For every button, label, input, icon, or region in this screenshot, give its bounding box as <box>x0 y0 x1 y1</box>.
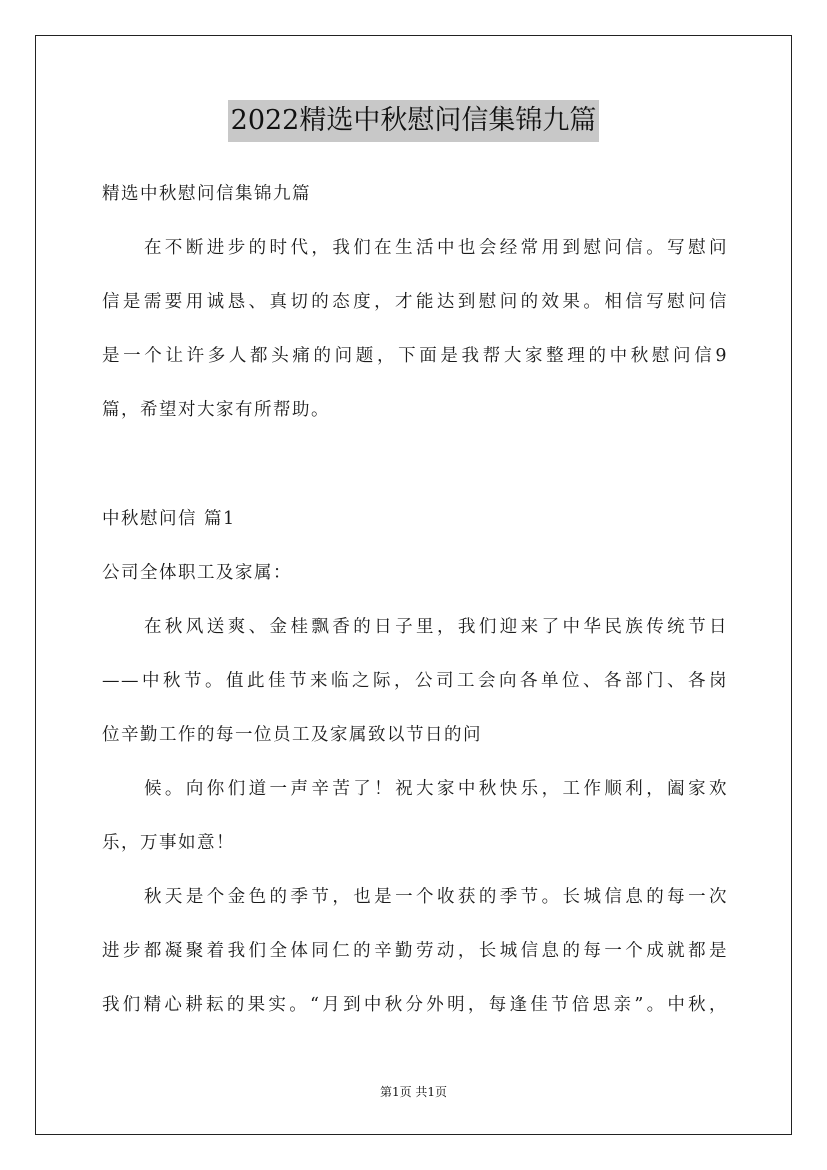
paragraph-2-line-1: 候。向你们道一声辛苦了！祝大家中秋快乐，工作顺利，阖家欢 <box>144 779 728 799</box>
paragraph-3-line-2: 进步都凝聚着我们全体同仁的辛勤劳动，长城信息的每一个成就都是 <box>102 941 728 961</box>
paragraph-1-line-1: 在秋风送爽、金桂飘香的日子里，我们迎来了中华民族传统节日 <box>144 617 728 637</box>
document-title: 2022精选中秋慰问信集锦九篇 <box>228 100 600 142</box>
paragraph-3-line-1: 秋天是个金色的季节，也是一个收获的季节。长城信息的每一次 <box>144 887 728 907</box>
paragraph-1-line-2: ——中秋节。值此佳节来临之际，公司工会向各单位、各部门、各岗 <box>102 671 728 691</box>
title-container <box>0 100 827 142</box>
document-subtitle: 精选中秋慰问信集锦九篇 <box>102 184 311 204</box>
intro-line-3: 是一个让许多人都头痛的问题，下面是我帮大家整理的中秋慰问信9 <box>102 346 728 366</box>
intro-line-4: 篇，希望对大家有所帮助。 <box>102 400 330 420</box>
intro-line-2: 信是需要用诚恳、真切的态度，才能达到慰问的效果。相信写慰问信 <box>102 292 728 312</box>
section-heading: 中秋慰问信 篇1 <box>102 509 236 529</box>
paragraph-3-line-3: 我们精心耕耘的果实。“月到中秋分外明，每逢佳节倍思亲”。中秋， <box>102 995 728 1015</box>
intro-line-1: 在不断进步的时代，我们在生活中也会经常用到慰问信。写慰问 <box>144 238 728 258</box>
paragraph-2-line-2: 乐，万事如意！ <box>102 833 235 853</box>
paragraph-1-line-3: 位辛勤工作的每一位员工及家属致以节日的问 <box>102 725 482 745</box>
salutation: 公司全体职工及家属： <box>102 563 292 583</box>
page-footer: 第1页 共1页 <box>379 1085 448 1099</box>
